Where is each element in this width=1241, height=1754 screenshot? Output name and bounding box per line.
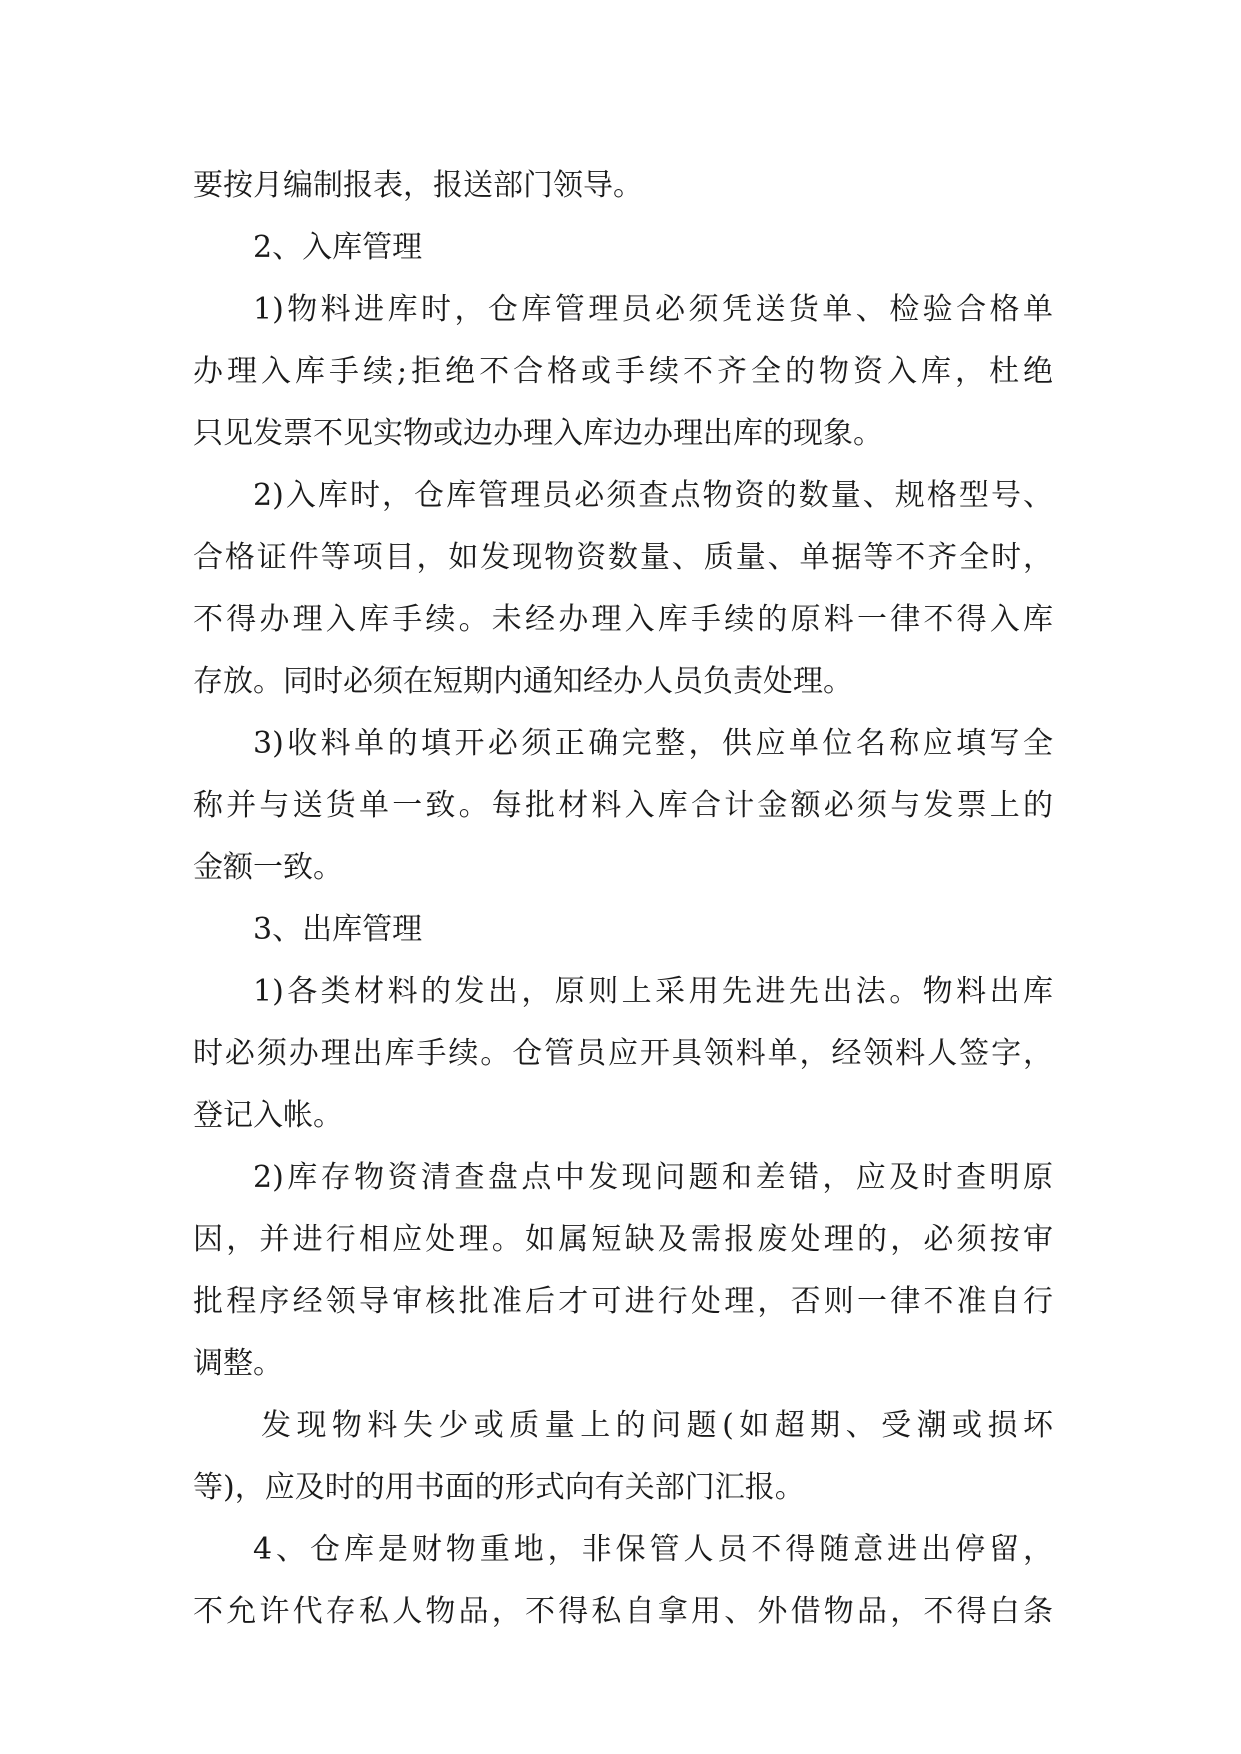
text-line: 登记入帐。 (193, 1098, 343, 1133)
text-line: 不允许代存私人物品，不得私自拿用、外借物品，不得白条 (193, 1594, 1053, 1629)
section-heading-outbound: 3、出库管理 (253, 912, 423, 947)
text-line: 办理入库手续;拒绝不合格或手续不齐全的物资入库，杜绝 (193, 354, 1053, 389)
text-line: 2)库存物资清查盘点中发现问题和差错，应及时查明原 (253, 1160, 1053, 1195)
text-line: 只见发票不见实物或边办理入库边办理出库的现象。 (193, 416, 883, 451)
text-line: 存放。同时必须在短期内通知经办人员负责处理。 (193, 664, 853, 699)
text-line: 发现物料失少或质量上的问题(如超期、受潮或损坏 (261, 1408, 1053, 1443)
text-line: 金额一致。 (193, 850, 343, 885)
text-line: 2)入库时，仓库管理员必须查点物资的数量、规格型号、 (253, 478, 1053, 513)
text-line: 3)收料单的填开必须正确完整，供应单位名称应填写全 (253, 726, 1053, 761)
text-line: 4、仓库是财物重地，非保管人员不得随意进出停留， (253, 1532, 1053, 1567)
text-line: 时必须办理出库手续。仓管员应开具领料单，经领料人签字， (193, 1036, 1053, 1071)
text-line: 合格证件等项目，如发现物资数量、质量、单据等不齐全时， (193, 540, 1053, 575)
text-line: 要按月编制报表，报送部门领导。 (193, 168, 643, 203)
text-line: 不得办理入库手续。未经办理入库手续的原料一律不得入库 (193, 602, 1053, 637)
text-line: 等)，应及时的用书面的形式向有关部门汇报。 (193, 1470, 805, 1505)
text-line: 1)物料进库时，仓库管理员必须凭送货单、检验合格单 (253, 292, 1053, 327)
text-line: 因，并进行相应处理。如属短缺及需报废处理的，必须按审 (193, 1222, 1053, 1257)
body-text (193, 155, 1053, 1643)
text-line: 调整。 (193, 1346, 283, 1381)
text-line: 1)各类材料的发出，原则上采用先进先出法。物料出库 (253, 974, 1053, 1009)
section-heading-inbound: 2、入库管理 (253, 230, 423, 265)
text-line: 批程序经领导审核批准后才可进行处理，否则一律不准自行 (193, 1284, 1053, 1319)
text-line: 称并与送货单一致。每批材料入库合计金额必须与发票上的 (193, 788, 1053, 823)
